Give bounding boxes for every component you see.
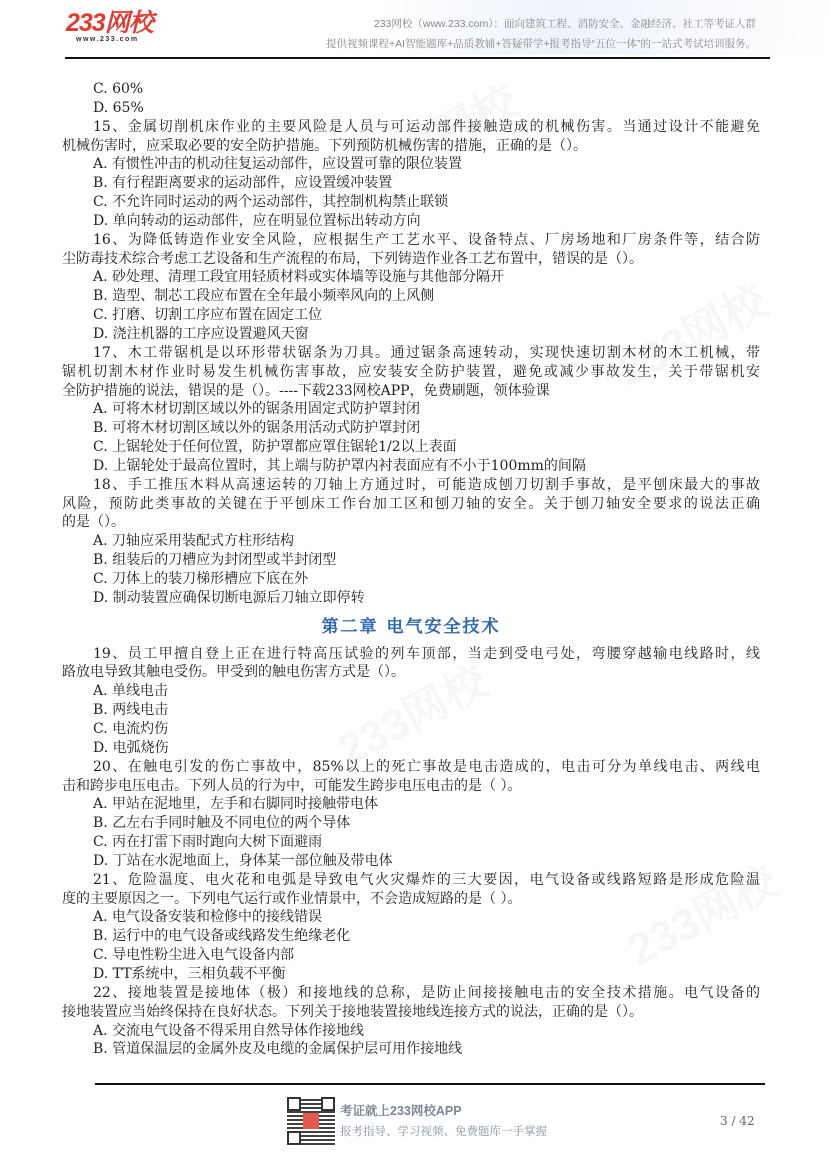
answer-option [62,927,760,946]
header-divider [65,57,770,59]
text-line: 接地装置应当始终保持在良好状态。下列关于接地装置接地线连接方式的说法，正确的是（）。 [62,1003,643,1020]
text-line: 17、木工带锯机是以环形带状锯条为刀具。通过锯条高速转动，实现快速切割木材的木工机械，带 [93,344,760,361]
answer-option [62,739,760,758]
header-tagline [326,14,756,54]
answer-option [62,589,760,608]
document-body [62,80,760,1059]
text-line: D. 上锯轮处于最高位置时，其上端与防护罩内衬表面应有不小于100mm的间隔 [93,457,586,474]
footer-divider [95,1083,765,1085]
text-line: B. 组装后的刀槽应为封闭型或半封闭型 [93,552,337,569]
answer-option [62,682,760,701]
text-line: C. 打磨、切割工序应布置在固定工位 [93,307,323,324]
answer-option [62,852,760,871]
text-line: 锯机切割木材作业时易发生机械伤害事故，应安装安全防护装置，避免或减少事故发生，关于带锯机安 [62,363,760,380]
answer-option [62,908,760,927]
text-line: D. 电弧烧伤 [93,739,169,756]
text-line: 20、在触电引发的伤亡事故中，85%以上的死亡事故是电击造成的，电击可分为单线电击、两线电 [93,758,760,775]
text-line: A. 电气设备安装和检修中的接线错误 [93,909,323,926]
text-line: C. 上锯轮处于任何位置，防护罩都应罩住锯轮1/2以上表面 [93,439,457,456]
chapter-heading [62,609,760,645]
text-line: 18、手工推压木料从高速运转的刀轴上方通过时，可能造成刨刀切割手事故，是平刨床最大的事故 [93,476,760,493]
text-line: D. 丁站在水泥地面上，身体某一部位触及带电体 [93,852,393,869]
text-line: B. 管道保温层的金属外皮及电缆的金属保护层可用作接地线 [93,1041,463,1058]
page-number: 3 / 42 [720,1114,755,1128]
text-line: C. 不允许同时运动的两个运动部件，其控制机构禁止联锁 [93,194,449,211]
answer-option [62,701,760,720]
question-stem [62,231,760,269]
qr-code-icon [287,1097,335,1145]
text-line: A. 可将木材切割区域以外的锯条用固定式防护罩封闭 [93,401,421,418]
text-line: B. 可将木材切割区域以外的锯条用活动式防护罩封闭 [93,420,421,437]
logo-url: www.233.com [76,36,139,43]
text-line: A. 交流电气设备不得采用自然导体作接地线 [93,1022,365,1039]
answer-option [62,1022,760,1041]
answer-option [62,570,760,589]
text-line: 的是（）。 [62,514,125,531]
text-line: C. 60% [93,81,144,97]
text-line: A. 刀轴应采用装配式方柱形结构 [93,533,295,550]
answer-option [62,306,760,325]
answer-option [62,551,760,570]
text-line: B. 乙左右手同时触及不同电位的两个导体 [93,815,351,832]
question-stem [62,476,760,533]
text-line: 全防护措施的说法，错误的是（）。----下载233网校APP，免费刷题，领体验课 [62,382,550,399]
text-line: C. 刀体上的装刀梯形槽应下底在外 [93,570,309,587]
answer-option [62,438,760,457]
answer-option [62,946,760,965]
answer-option [62,833,760,852]
answer-option [62,80,760,99]
answer-option [62,212,760,231]
question-stem [62,871,760,909]
text-line: 度的主要原因之一。下列电气运行或作业情景中，不会造成短路的是（ ）。 [62,890,522,907]
text-line: D. 制动装置应确保切断电源后刀轴立即停转 [93,589,365,606]
question-stem [62,344,760,401]
text-line: A. 单线电击 [93,683,169,700]
text-line: B. 造型、制芯工段应布置在全年最小频率风向的上风侧 [93,288,435,305]
answer-option [62,795,760,814]
text-line: D. 单向转动的运动部件，应在明显位置标出转动方向 [93,212,421,229]
site-logo[interactable] [66,10,153,43]
answer-option [62,287,760,306]
text-line: B. 有行程距离要求的运动部件，应设置缓冲装置 [93,175,393,192]
tagline-line-2: 提供视频课程+AI智能题库+品质教辅+答疑带学+报考指导“五位一体”的一站式考试培训服务。 [326,38,756,50]
text-line: 击和跨步电压电击。下列人员的行为中，可能发生跨步电压电击的是（ ）。 [62,777,522,794]
text-line: C. 电流灼伤 [93,721,169,737]
question-stem [62,645,760,683]
text-line: 21、危险温度、电火花和电弧是导致电气火灾爆炸的三大要因，电气设备或线路短路是形成危险温 [93,871,760,888]
answer-option [62,193,760,212]
text-line: D. 65% [93,99,144,116]
text-line: 机械伤害时，应采取必要的安全防护措施。下列预防机械伤害的措施，正确的是（）。 [62,137,587,154]
text-line: C. 丙在打雷下雨时跑向大树下面避雨 [93,834,323,851]
answer-option [62,155,760,174]
text-line: 22、接地装置是接地体（极）和接地线的总称，是防止间接接触电击的安全技术措施。电气设备的 [93,984,760,1001]
text-line: A. 有惯性冲击的机动往复运动部件，应设置可靠的限位装置 [93,156,463,173]
answer-option [62,1040,760,1059]
text-line: D. 浇注机器的工序应设置避风天窗 [93,325,309,342]
footer-app-subtitle: 报考指导、学习视频、免费题库一手掌握 [340,1126,547,1138]
tagline-line-1: 233网校（www.233.com）：面向建筑工程、消防安全、金融经济、社工等考证人群 [373,18,756,30]
text-line: 风险，预防此类事故的关键在于平刨床工作台加工区和刨刀轴的安全。关于刨刀轴安全要求的说法正确 [62,495,760,512]
answer-option [62,268,760,287]
answer-option [62,720,760,739]
question-stem [62,758,760,796]
answer-option [62,814,760,833]
text-line: 尘防毒技术综合考虑工艺设备和生产流程的布局，下列铸造作业各工艺布置中，错误的是（）。 [62,250,643,267]
text-line: 19、员工甲擅自登上正在进行特高压试验的列车顶部，当走到受电弓处，弯腰穿越输电线路时，线 [93,645,760,662]
text-line: 16、为降低铸造作业安全风险，应根据生产工艺水平、设备特点、厂房场地和厂房条件等，结合防 [93,231,760,248]
text-line: D. TT系统中，三相负载不平衡 [93,965,286,982]
text-line: A. 甲站在泥地里，左手和右脚同时接触带电体 [93,796,379,813]
answer-option [62,457,760,476]
answer-option [62,532,760,551]
text-line: B. 两线电击 [93,702,169,719]
answer-option [62,419,760,438]
text-line: A. 砂处理、清理工段宜用轻质材料或实体墙等设施与其他部分隔开 [93,269,505,286]
footer-app-title: 考证就上233网校APP [340,1104,462,1118]
text-line: 第二章 电气安全技术 [321,616,501,637]
question-stem [62,984,760,1022]
text-line: 15、金属切削机床作业的主要风险是人员与可运动部件接触造成的机械伤害。当通过设计不能避免 [93,118,760,135]
answer-option [62,965,760,984]
text-line: B. 运行中的电气设备或线路发生绝缘老化 [93,928,351,945]
answer-option [62,99,760,118]
question-stem [62,118,760,156]
text-line: 路放电导致其触电受伤。甲受到的触电伤害方式是（）。 [62,664,405,681]
text-line: C. 导电性粉尘进入电气设备内部 [93,947,295,964]
logo-text: 233网校 [66,9,153,37]
answer-option [62,325,760,344]
answer-option [62,174,760,193]
answer-option [62,400,760,419]
